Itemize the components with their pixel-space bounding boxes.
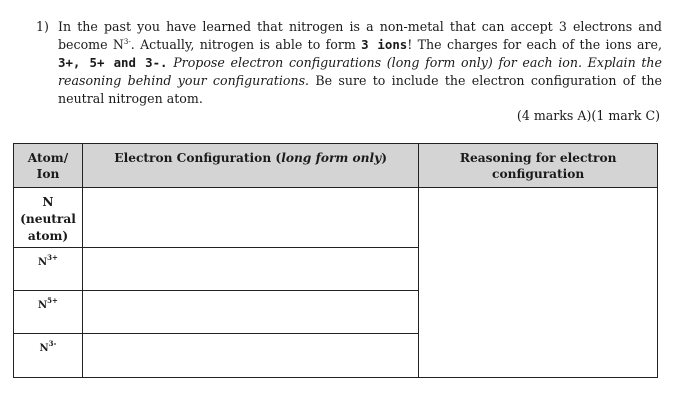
question-block <box>36 18 662 108</box>
marks-label: (4 marks A)(1 mark C) <box>516 108 660 123</box>
reasoning-cell[interactable] <box>419 188 658 378</box>
ion-cell-n3minus: $N^{3-}$ <box>14 334 83 378</box>
question-number: 1) <box>36 19 49 34</box>
header-reasoning: Reasoning for electron configuration <box>419 144 658 188</box>
config-cell[interactable] <box>82 188 418 248</box>
config-cell[interactable] <box>82 291 418 334</box>
header-atom-ion: Atom/ Ion <box>14 144 83 188</box>
question-text: In the past you have learned that nitrogen is a non-metal that can accept 3 electrons and become $N^{3-}$. Actually, nitrogen is able to form 3 ions! The charges for each of the ions are, 3+, 5+ and 3-. Propose electron configurations (long form only) for each ion. Explain the reasoning behind your configurations. Be sure to include the electron configuration of the neutral nitrogen atom. <box>58 19 662 106</box>
config-cell[interactable] <box>82 334 418 378</box>
config-cell[interactable] <box>82 248 418 291</box>
worksheet-table <box>13 143 658 378</box>
header-electron-configuration: Electron Configuration (long form only) <box>82 144 418 188</box>
ion-cell-n5plus: $N^{5+}$ <box>14 291 83 334</box>
header-row <box>14 144 658 188</box>
ion-cell-n3plus: $N^{3+}$ <box>14 248 83 291</box>
table-row <box>14 188 658 248</box>
ion-cell-neutral: N (neutral atom) <box>14 188 83 248</box>
